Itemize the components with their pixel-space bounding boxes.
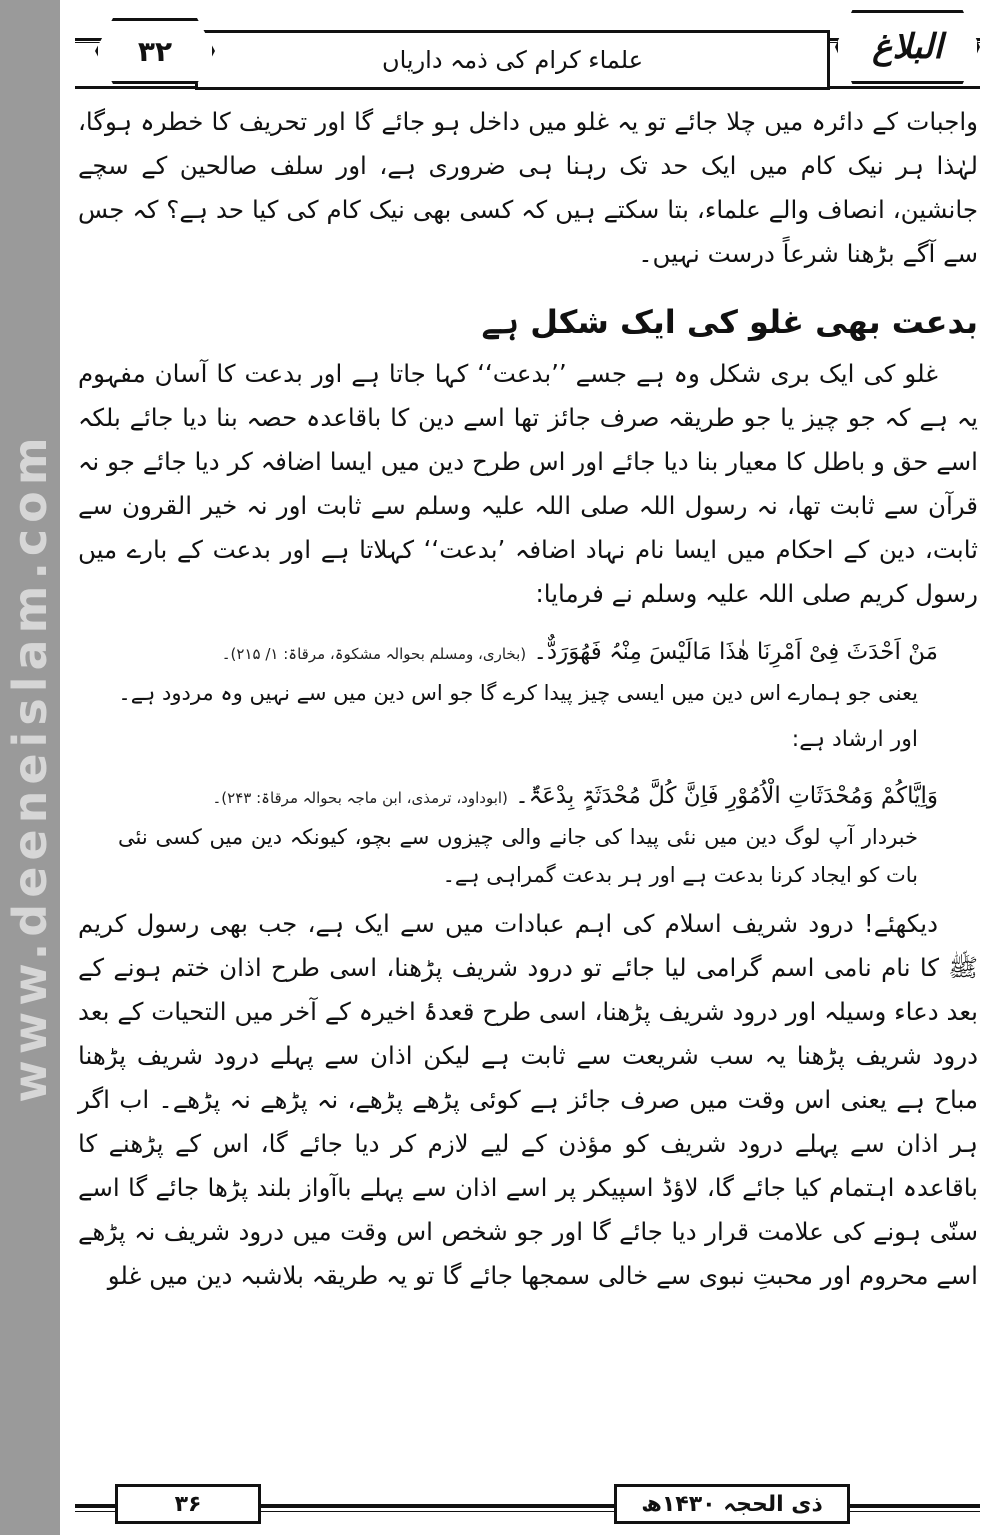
watermark-band: [0, 0, 60, 1535]
hadith-1-translation: یعنی جو ہمارے اس دین میں ایسی چیز پیدا کرے گا جو اس دین میں سے نہیں وہ مردود ہے۔: [118, 681, 918, 705]
watermark-text: www.deeneislam.com: [3, 431, 57, 1103]
hadith-2: [78, 776, 938, 818]
paragraph-1: واجبات کے دائرہ میں چلا جائے تو یہ غلو میں داخل ہو جائے گا اور تحریف کا خطرہ ہوگا، لہٰذا ہر نیک کام میں ایک حد تک رہنا ہی ضروری ہے، اور سلف صالحین کے سچے جانشین، انصاف والے علماء، بتا سکتے ہیں کہ کسی بھی نیک کام کی کیا حد ہے؟ کہ جس سے آگے بڑھنا شرعاً درست نہیں۔: [78, 107, 978, 268]
hadith-2-reference: (ابوداود، ترمذی، ابن ماجہ بحوالہ مرقاۃ: ۲۴۳)۔: [212, 789, 508, 807]
hadith-1-reference: (بخاری، ومسلم بحوالہ مشکوۃ، مرقاۃ: ۱/ ۲۱۵)۔: [221, 645, 527, 663]
hadith-2-text: وَاِیَّاکُمْ وَمُحْدَثَاتِ الْاُمُوْرِ فَاِنَّ کُلَّ مُحْدَثَۃٍ بِدْعَۃٌ۔: [515, 783, 938, 809]
hadith-2-intro: اور ارشاد ہے:: [791, 727, 918, 752]
article-body: [78, 100, 978, 1306]
hadith-1-text: مَنْ اَحْدَثَ فِیْ اَمْرِنَا ھٰذَا مَالَیْسَ مِنْہُ فَھُوَرَدٌّ۔: [533, 639, 938, 665]
magazine-logo: [835, 10, 980, 84]
page-title: علماء کرام کی ذمہ داریاں: [381, 46, 644, 74]
footer-issue-date: ذی الحجہ ۱۴۳۰ھ: [614, 1484, 850, 1524]
header-title-box: [195, 30, 830, 90]
page-header: [75, 8, 980, 88]
page-footer: [75, 1480, 980, 1520]
paragraph-3: دیکھئے! درود شریف اسلام کی اہم عبادات میں سے ایک ہے، جب بھی رسول کریم ﷺ کا نام نامی اسم گرامی لیا جائے تو درود شریف پڑھنا، اسی طرح اذان ختم ہونے کے بعد دعاء وسیلہ اور درود شریف پڑھنا، اسی طرح قعدۂ اخیرہ کے آخر میں التحیات کے بعد درود شریف پڑھنا یہ سب شریعت سے ثابت ہے لیکن اذان سے پہلے درود شریف پڑھنا مباح ہے یعنی اس وقت میں صرف جائز ہے کوئی پڑھے پڑھے، نہ پڑھے نہ پڑھے۔ اب اگر ہر اذان سے پہلے درود شریف کو مؤذن کے لیے لازم کر دیا جائے گا، اس کے پڑھنے کا باقاعدہ اہتمام کیا جائے گا، لاؤڈ اسپیکر پر اسے اذان سے پہلے باآواز بلند پڑھا جائے گا اسے سنّی ہونے کی علامت قرار دیا جائے گا اور جو شخص اس وقت میں درود شریف نہ پڑھے اسے محروم اور محبتِ نبوی سے خالی سمجھا جائے گا تو یہ طریقہ بلاشبہ دین میں غلو: [78, 909, 978, 1290]
footer-page-label: ۳۶: [115, 1484, 261, 1524]
hadith-1: [78, 632, 938, 674]
hadith-2-translation: خبردار آپ لوگ دین میں نئی پیدا کی جانے والی چیزوں سے بچو، کیونکہ دین میں کسی نئی بات کو ایجاد کرنا بدعت ہے اور ہر بدعت گمراہی ہے۔: [118, 825, 918, 887]
section-heading: بدعت بھی غلو کی ایک شکل ہے: [481, 303, 978, 341]
page-number: ۳۲: [137, 34, 173, 68]
logo-text: البلاغ: [872, 27, 943, 67]
page-number-badge: [95, 18, 215, 84]
paragraph-2: غلو کی ایک بری شکل وہ ہے جسے ’’بدعت‘‘ کہا جاتا ہے اور بدعت کا آسان مفہوم یہ ہے کہ جو چیز یا جو طریقہ صرف جائز تھا اسے دین کا باقاعدہ حصہ بنا دیا جائے بلکہ اسے حق و باطل کا معیار بنا دیا جائے اور اس طرح دین میں ایسا اضافہ کر دیا جائے جو نہ قرآن سے ثابت تھا، نہ رسول اللہ صلی اللہ علیہ وسلم سے ثابت اور نہ خیر القرون سے ثابت، دین کے احکام میں ایسا نام نہاد اضافہ ’بدعت‘‘ کہلاتا ہے اور بدعت کے بارے میں رسول کریم صلی اللہ علیہ وسلم نے فرمایا:: [78, 359, 978, 608]
